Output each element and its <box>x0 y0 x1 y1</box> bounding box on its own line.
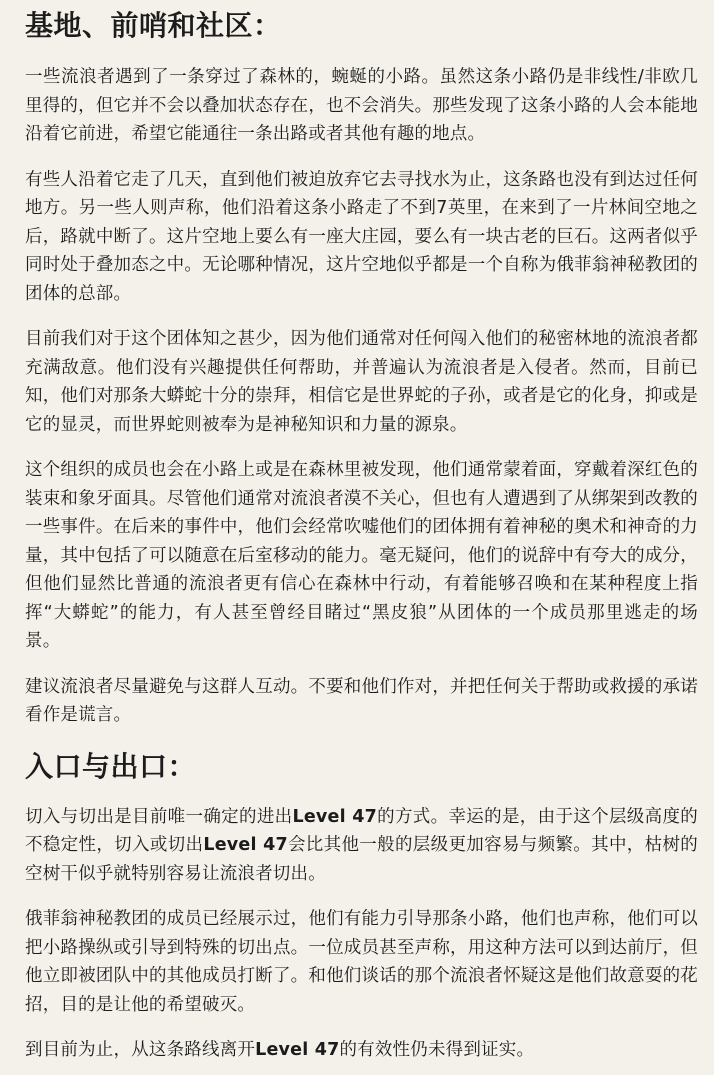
paragraph: 有些人沿着它走了几天，直到他们被迫放弃它去寻找水为止，这条路也没有到达过任何地方。另一些人则声称，他们沿着这条小路走了不到7英里，在来到了一片林间空地之后，路就中断了。这片空地上要么有一座大庄园，要么有一块古老的巨石。这两者似乎同时处于叠加态之中。无论哪种情况，这片空地似乎都是一个自称为俄菲翁神秘教团的团体的总部。 <box>25 169 698 304</box>
paragraph: 建议流浪者尽量避免与这群人互动。不要和他们作对，并把任何关于帮助或救援的承诺看作是谎言。 <box>25 676 698 725</box>
paragraph: 俄菲翁神秘教团的成员已经展示过，他们有能力引导那条小路，他们也声称，他们可以把小路操纵或引导到特殊的切出点。一位成员甚至声称，用这种方法可以到达前厅，但他立即被团队中的其他成员打断了。和他们谈话的那个流浪者怀疑这是他们故意耍的花招，目的是让他的希望破灭。 <box>25 909 698 1015</box>
paragraph: 目前我们对于这个团体知之甚少，因为他们通常对任何闯入他们的秘密林地的流浪者都充满敌意。他们没有兴趣提供任何帮助，并普遍认为流浪者是入侵者。然而，目前已知，他们对那条大蟒蛇十分的崇拜，相信它是世界蛇的子孙，或者是它的化身，抑或是它的显灵，而世界蛇则被奉为是神秘知识和力量的源泉。 <box>25 329 698 435</box>
level-name: Level 47 <box>292 806 377 827</box>
section-heading-bases: 基地、前哨和社区： <box>25 9 282 42</box>
section-heading-entrances-exits: 入口与出口： <box>25 749 197 783</box>
paragraph: 一些流浪者遇到了一条穿过了森林的，蜿蜒的小路。虽然这条小路仍是非线性/非欧几里得的，但它并不会以叠加状态存在，也不会消失。那些发现了这条小路的人会本能地沿着它前进，希望它能通往一条出路或者其他有趣的地点。 <box>25 67 698 144</box>
paragraph: 这个组织的成员也会在小路上或是在森林里被发现，他们通常蒙着面，穿戴着深红色的装束和象牙面具。尽管他们通常对流浪者漠不关心，但也有人遭遇到了从绑架到改教的一些事件。在后来的事件中，他们会经常吹嘘他们的团体拥有着神秘的奥术和神奇的力量，其中包括了可以随意在后室移动的能力。毫无疑问，他们的说辞中有夸大的成分，但他们显然比普通的流浪者更有信心在森林中行动，有着能够召唤和在某种程度上指挥“大蟒蛇”的能力，有人甚至曾经目睹过“黑皮狼”从团体的一个成员那里逃走的场景。 <box>25 460 698 651</box>
paragraph: 切入与切出是目前唯一确定的进出Level 47的方式。幸运的是，由于这个层级高度的不稳定性，切入或切出Level 47会比其他一般的层级更加容易与频繁。其中，枯树的空树干似乎就特别容易让流浪者切出。 <box>25 806 699 884</box>
paragraph: 到目前为止，从这条路线离开Level 47的有效性仍未得到证实。 <box>25 1040 535 1060</box>
level-name: Level 47 <box>255 1040 340 1060</box>
level-name: Level 47 <box>203 835 288 855</box>
